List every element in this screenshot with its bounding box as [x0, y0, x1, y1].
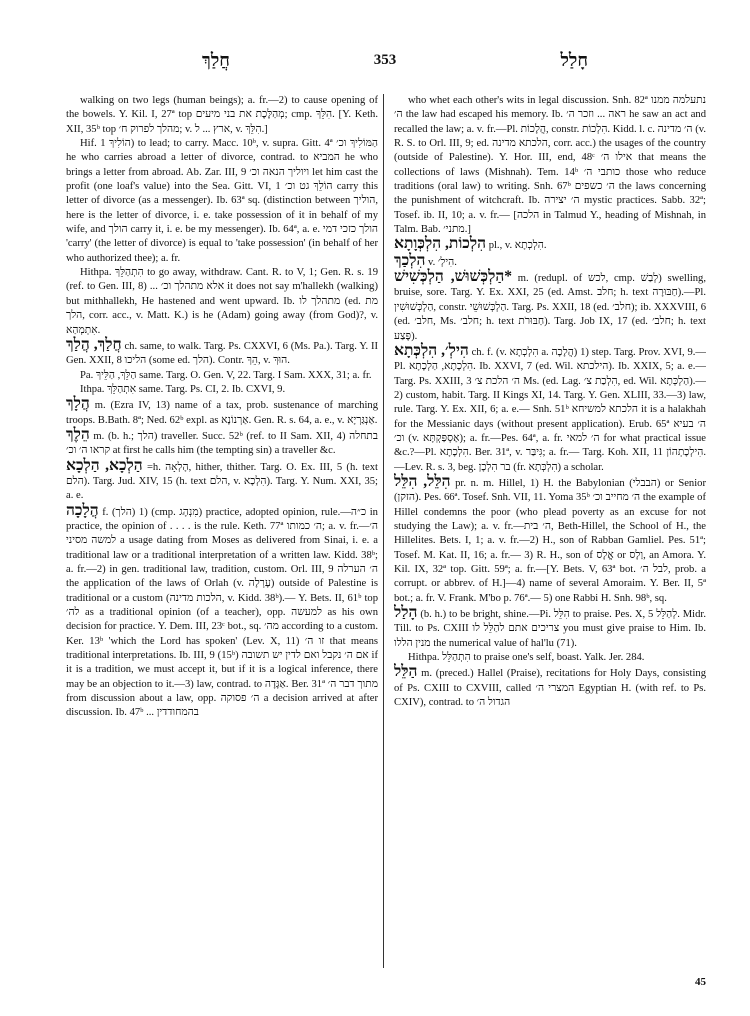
right-column: [394, 94, 706, 974]
dictionary-entry: [66, 425, 378, 459]
entry-headword: הֲלָכָה: [66, 501, 99, 519]
entry-text: m. (redupl. of לכש, cmp. לְבַשׁ) swelling, bruise, sore. Targ. Y. Ex. XXI, 25 (ed. Amst. חלב; h. text חַבּוּרָה).—Pl. הַלְכְּשׁוּשִׁין, constr. הַלְכְּשׁוּשֵׁי. Targ. Ps. XXII, 18 (ed. חלב׳); ib. XXXVIII, 6 (ed. חלב׳, Ms. חלב׳; h. text חַבּוּרֹת). Targ. Job IX, 17 (ed. חלב׳; h. text פֶּצַע).: [394, 273, 706, 342]
dictionary-entry: [394, 341, 706, 475]
entry-text: who whet each other's wits in legal discussion. Snh. 82ª נתעלמה ממנו ה׳ the law had escaped his memory. Ib. ראה ... וזכר ה׳ he saw an act and recalled the law; a. v. fr.—Pl. הֲלָכוֹת, constr. הִלְכוֹת. Kidd. l. c. ה׳ מדינה (v. R. S. to Orl. III, 9; ed. הלכתא מדינה, corr. acc.) the usages of the country (outside of Palestine). Y. Hor. III, end, 48ᶜ אילו ה׳ that means the collections of laws (Mishnah). Tem. 14ᵇ כותבי ה׳ those who reduce traditions (oral law) to writing. Snh. 67ᵇ ה׳ כשפים the laws concerning the punishment of witchcraft. Ib. ה׳ יצירה mystic practices. Sabb. 32ª; Tosef. ib. II, 10; a. v. fr.— [הלכה in Talmud Y., heading of Mishnah, in Talm. Bab. מתני׳.]: [394, 95, 706, 236]
entry-text: Hithpa. הִתְהַלֵּךְ to go away, withdraw. Cant. R. to V, 1; Gen. R. s. 19 (ref. to Gen. III, 8) ... אלא מתהלך וכ׳ it does not say m'hallekh (walking) but mithhallekh, He hastened and went upward. Ib. מתהלך לו (ed. מת הלך, corr. acc., v. Matt. K.) is he (Adam) going away (from God)?, v. אִתְמְהַא.: [66, 267, 378, 336]
dictionary-entry: [66, 397, 378, 428]
entry-headword: הַלְכָא, הַלְכָא: [66, 456, 143, 474]
entry-headword: הָלַל: [394, 604, 418, 622]
page-number: 353: [373, 52, 397, 68]
right-catchword: חָלַל: [560, 50, 588, 70]
entry-text: (b. h.) to be bright, shine.—Pi. הִלֵּל to praise. Pes. X, 5 לְהַלֵּל. Midr. Till. to Ps. CXIII צריכים אתם להַלֵּל לו you must give praise to Him. Ib. מנין הללו the numerical value of hal'lu (71).: [394, 609, 706, 649]
page-header: [62, 50, 708, 76]
entry-text: walking on two legs (human beings); a. fr.—2) to cause opening of the bowels. Y. Kil. I, 27ª top מְהַלֶּכֶת את בני מיעים; cmp. הִלֵּךְ. [Y. Keth. XII, 35ᵇ top מהלך לפרוק ח׳; v. ארץ ... ל, v. הִלֵּךְ.]: [66, 95, 378, 135]
dictionary-entry: [66, 335, 378, 369]
entry-text: Ithpa. אִתְהַלֵּךְ same. Targ. Ps. CI, 2. Ib. CXVI, 9.: [80, 383, 286, 395]
entry-text: ch. same, to walk. Targ. Ps. CXXVI, 6 (Ms. Pa.). Targ. Y. II Gen. XXII, 8 הליכו (some ed. הלך). Contr. הֵךְ, v. הוּךְ.: [66, 340, 378, 367]
entry-text: v. הִילְ׳.: [428, 256, 457, 268]
dictionary-entry: [66, 94, 378, 137]
dictionary-entry: [394, 237, 706, 253]
dictionary-entry: [66, 501, 378, 721]
entry-text: m. (preced.) Hallel (Praise), recitations for Holy Days, consisting of Ps. CXIII to CXVIII, called המצרי ה׳ Egyptian H. (with ref. to Ps. CXIV), contrad. to הגדול ה׳: [394, 668, 706, 709]
dictionary-entry: [394, 651, 706, 665]
entry-text: m. (Ezra IV, 13) name of a tax, prob. sustenance of marching troops. B.Bath. 8ª; Ned. 62ᵇ expl. as אַרְנוֹנָא. Gen. R. s. 64, a. e., v. אַנְגַּרְיָא.: [66, 400, 378, 426]
left-column: [66, 94, 378, 974]
entry-headword: הִלְכַךְ: [394, 251, 426, 269]
dictionary-entry: [394, 472, 706, 606]
entry-headword: הִילְ׳, הִלְכְּתָא: [394, 341, 469, 359]
entry-text: Hithpa. הִתְהַלֵּל to praise one's self, boast. Yalk. Jer. 284.: [408, 652, 645, 664]
entry-text: ch. f. (v. הִלְכְתָא a. הֲלָכָה) 1) step. Targ. Prov. XVI, 9.—Pl. הִלְכָתָא, הַלְכָתָא. Ib. XXVI, 7 (ed. Wil. הילכתא). Ib. XXIX, 5; a. e.—Targ. Ps. XXIII, 3 ה׳ הלכת צ׳ Ms. (ed. Lag. הִלְכַת צ׳, ed. Wil. הַלְכְּתָא).— 2) custom, habit. Targ. II Kings XI, 14. Targ. Y. Gen. XLIII, 33.—3) law, rule. Targ. Y. Ex. XII, 6; a. e.— Snh. 51ᵇ הלכתא למשיחא it is a halakhah for the Messianic days (without present application). Erub. 65ª ה׳ בעיא וכ׳ (v. אַסְפַּקְתָּא); a. fr.—Pes. 64ª, a. fr. ה׳ למאי for what practical issue &c.?—Pl. הִלְכָתָא. Ber. 31ª, v. גִּיבַּר; a. fr.— Targ. Koh. XII, 11 הִילְכָתְהוֹן.—Lev. R. s. 3, beg. בר הִלְכָן (fr. הִלְכְּתָא) a scholar.: [394, 346, 706, 473]
dictionary-entry: [66, 137, 378, 266]
dictionary-entry: [394, 94, 706, 237]
entry-text: m. (b. h.; הלך) traveller. Succ. 52ᵇ (ref. to II Sam. XII, 4) בתחלה קראו ה׳ וכ׳ at first he calls him (the tempting sin) a traveller &c.: [66, 430, 378, 457]
entry-headword: הֵלֶךְ: [66, 425, 90, 443]
entry-headword: *הַלְכְּשׁוּשׁ, הַלְכְּשִׁישׁ: [394, 268, 513, 286]
entry-headword: הַלֵּל: [394, 663, 418, 681]
dictionary-entry: [66, 266, 378, 338]
entry-text: Hif. הוֹלִיךְ 1) to lead; to carry. Macc. 10ᵇ, v. supra. Gitt. 4ª הַמּוֹלִיךְ וכ׳ he who carries abroad a letter of divorce, contrad. to המביא he who brings a letter from abroad. Ab. Zar. III, 9 ויוליך הנאה וכ׳ let him cast the profit (one loaf's value) into the Sea. Gitt. VI, 1 הוֹלֵךְ גט וכ׳ carry this letter of divorce (as a messenger). Ib. 63ª sq. (distinction between הוליך, here is the letter of divorce, i. e. take possession of it in behalf of my wife, and הולך carry it, i. e. be my messenger). Ib. 64ª, a. e. הולך כזכי דמי 'carry' (the letter of divorce) is equal to 'take possession' (in behalf of her who authorized thee); a. fr.: [66, 138, 378, 264]
entry-headword: הִלְכוֹת, הִלְכְּוָתָא: [394, 235, 487, 253]
signature-mark: 45: [695, 976, 706, 988]
entry-text: pl., v. הִלְכְתָא.: [488, 240, 547, 252]
dictionary-entry: [394, 665, 706, 710]
entry-text: =h. הָלְאָה, hither, thither. Targ. O. Ex. III, 5 (h. text הלם). Targ. Jud. XIV, 15 (h. text הלם, v. הִלְכָא). Targ. Y. Num. XXI, 35; a. e.: [66, 461, 378, 502]
dictionary-entry: [66, 369, 378, 383]
entry-text: Pa. הַלֵּךְ, הַלֵּיךְ same. Targ. O. Gen. V, 22. Targ. I Sam. XXX, 31; a. fr.: [80, 369, 372, 381]
dictionary-entry: [66, 456, 378, 504]
dictionary-entry: [394, 270, 706, 344]
entry-headword: חֲלַךְ, הֲלַךְ: [66, 335, 122, 353]
dictionary-entry: [66, 383, 378, 397]
dictionary-entry: [394, 606, 706, 651]
entry-headword: הֲלָךְ: [66, 395, 90, 413]
entry-headword: הִלֵּל, הִלֵּל: [394, 472, 451, 490]
entry-text: pr. n. m. Hillel, 1) H. the Babylonian (הבבלי) or Senior (הזקן). Pes. 66ª. Tosef. Snh. VII, 11. Yoma 35ᵇ ה׳ מחייב וכ׳ the example of Hillel condemns the poor (who plead poverty as an excuse for not studying the Law); a. v. fr.—ה׳ בית, Beth-Hillel, the School of H., the Hillelites. Bets. I, 1; a. v. fr.—2) H., son of Rabban Gamliel. Pes. 51ª; Tosef. M. Kat. II, 16; a. fr.— 3) R. H., son of אֱלָס or וַלָס, an Amora. Y. Kil. IX, 32ª top. Gitt. 59ª; a. fr.—[Y. Bets. V, 63ª bot. לבל ה׳, prob. a corrupt. or abbrev. of H.]—4) name of several Amoraim. Y. Ber. II, 5ª bot.; a. fr. V. Frank. M'bo p. 76ª.— 5) one Rabbi H. Snh. 98ᵇ, sq.: [394, 477, 706, 604]
entry-text: f. (הלך) 1) (cmp. מִנְהָג) practice, adopted opinion, rule.—כ״ה in practice, the opinion of . . . . is the rule. Keth. 77ª ה׳ כמותו; a. v. fr.—ה׳ למשה מסיני a usage dating from Moses as delivered from Sinai, i. e. a traditional law or a traditional interpretation of a written law. Kidd. 38ᵇ; a. fr.—2) in gen. traditional law, tradition, custom. Orl. III, 9 ה׳ הערלה the application of the laws of Orlah (v. עָרְלָה) outside of Palestine is traditional or a custom (הלכות מדינה, v. Kidd. 38ᵇ).— Y. Bets. II, 61ᵇ top לה׳ as a traditional opinion (of a teacher), opp. למעשה as his own decision for practice. Y. Dem. III, 23ᶜ bot., sq. מה׳ according to a custom. Ker. 13ᵇ 'which the Lord has spoken' (Lev. X, 11) זו ה׳ that means traditional interpretations. Ib. III, 9 (15ᵇ) אם ה׳ נקבל ואם לדין יש תשובה if it is a tradition, we must accept it, but if it is a logical inference, there may be an objection to it.—3) law, contrad. to אַגָּדָה. Ber. 31ª מתוך דבר ה׳ from discussion about a law, opp. ה׳ פסוקה a decision arrived at after discussion. Ib. 47ᵇ ... בהמחודדין: [66, 506, 378, 719]
column-divider: [383, 94, 384, 968]
left-catchword: חֲלַךְ: [202, 50, 230, 70]
